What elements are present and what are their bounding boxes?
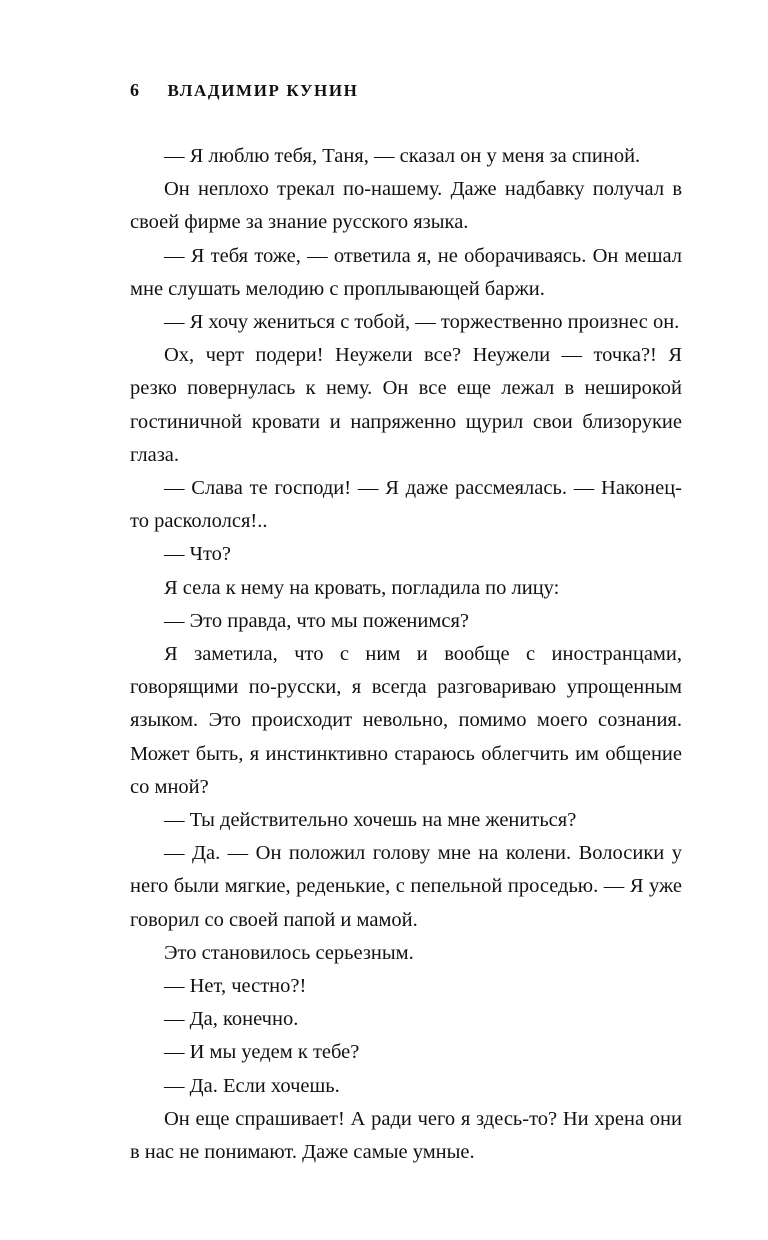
paragraph: — Я хочу жениться с тобой, — торжественно произнес он. — [164, 311, 680, 334]
paragraph: — Да. Если хочешь. — [164, 1074, 340, 1097]
paragraph: — Да, конечно. — [164, 1008, 299, 1031]
paragraph: — И мы уедем к тебе? — [164, 1041, 360, 1064]
paragraph: Я села к нему на кровать, погладила по лицу: — [164, 576, 560, 599]
paragraph: — Что? — [164, 543, 231, 566]
paragraph: Это становилось серьезным. — [164, 941, 414, 964]
paragraph: Ох, черт подери! Неужели все? Неужели — точка?! Я резко повернулась к нему. Он все еще лежал в неширокой гостиничной кровати и напряженно щурил свои близорукие глаза. — [130, 344, 682, 466]
paragraph: Он еще спрашивает! А ради чего я здесь-то? Ни хрена они в нас не понимают. Даже самые умные. — [130, 1107, 682, 1164]
page-number: 6 — [130, 80, 140, 100]
running-head — [130, 80, 682, 102]
paragraph: — Нет, честно?! — [164, 975, 307, 998]
paragraph: — Да. — Он положил голову мне на колени. Волосики у него были мягкие, реденькие, с пепельной проседью. — Я уже говорил со своей папой и мамой. — [130, 842, 682, 931]
paragraph: — Ты действительно хочешь на мне жениться? — [164, 809, 577, 832]
paragraph: — Слава те господи! — Я даже рассмеялась. — Наконец-то раскололся!.. — [130, 477, 682, 533]
paragraph: — Я люблю тебя, Таня, — сказал он у меня за спиной. — [164, 145, 641, 167]
paragraph: — Я тебя тоже, — ответила я, не оборачиваясь. Он мешал мне слушать мелодию с проплывающей баржи. — [130, 244, 682, 300]
paragraph: — Это правда, что мы поженимся? — [164, 609, 469, 632]
body-text — [130, 140, 682, 1169]
running-head-title: ВЛАДИМИР КУНИН — [167, 81, 359, 100]
paragraph: Я заметила, что с ним и вообще с иностранцами, говорящими по-русски, я всегда разговариваю упрощенным языком. Это происходит невольно, помимо моего сознания. Может быть, я инстинктивно стараюсь облегчить им общение со мной? — [130, 643, 682, 798]
paragraph: Он неплохо трекал по-нашему. Даже надбавку получал в своей фирме за знание русского языка. — [130, 178, 682, 234]
page-content — [130, 80, 682, 1169]
